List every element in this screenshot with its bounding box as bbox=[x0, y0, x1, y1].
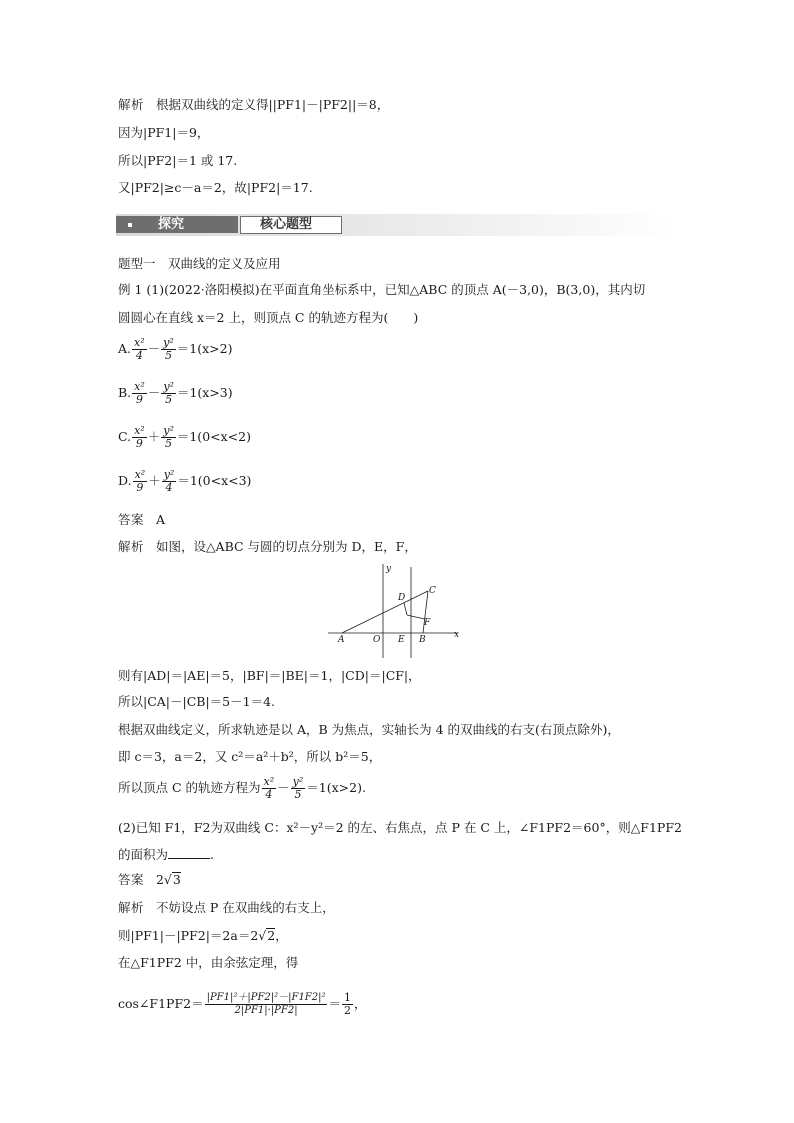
section-banner bbox=[116, 214, 678, 236]
prev-solution-line-2: 因为|PF1|＝9， bbox=[118, 125, 210, 140]
example2-solution-line-1: 解析 不妨设点 P 在双曲线的右支上， bbox=[118, 900, 335, 915]
example2-solution-line-4: cos∠F1PF2＝ $\frac{\text{|PF1|²＋|PF2|²－|F1F2|²}}{2|PF1|\cdot|PF2|}$ ＝ $\frac{1}{2}$ ， bbox=[118, 991, 367, 1017]
solution-text: 根据双曲线的定义得||PF1|－|PF2||＝8， bbox=[155, 97, 390, 112]
solution-label: 解析 bbox=[118, 539, 145, 554]
prev-solution-line-1 bbox=[118, 97, 389, 113]
solution-label: 解析 bbox=[118, 900, 145, 915]
answer-value: A bbox=[155, 512, 165, 527]
option-d: D. $\frac{\text{x²}}{9}$ ＋ $\frac{\text{y²}}{4}$ ＝1(0<x<3) bbox=[118, 468, 252, 494]
answer-label: 答案 bbox=[118, 512, 145, 527]
banner-tab-core: 核心题型 bbox=[260, 217, 313, 232]
label-A: A bbox=[338, 635, 345, 645]
example1-solution-line-5: 即 c＝3，a＝2，又 c²＝a²＋b²，所以 b²＝5， bbox=[118, 749, 382, 764]
answer-label: 答案 bbox=[118, 872, 145, 887]
triangle-incircle-figure bbox=[328, 562, 464, 662]
example1-line-2: 圆圆心在直线 x＝2 上，则顶点 C 的轨迹方程为( ) bbox=[118, 310, 419, 325]
radius-to-F bbox=[411, 616, 425, 619]
example2-answer: 答案 2√3 bbox=[118, 872, 181, 887]
example1-line-1: 例 1 (1)(2022·洛阳模拟)在平面直角坐标系中，已知△ABC 的顶点 A(－3,0)，B(3,0)，其内切 bbox=[118, 282, 646, 297]
side-AC bbox=[342, 591, 428, 633]
example2-line-2: 的面积为 . bbox=[118, 847, 214, 862]
example1-solution-line-1: 解析 如图，设△ABC 与圆的切点分别为 D，E，F， bbox=[118, 539, 417, 554]
radius-to-D bbox=[404, 603, 407, 615]
example1-solution-line-6: 所以顶点 C 的轨迹方程为 $\frac{\text{x²}}{4}$ － $\frac{\text{y²}}{5}$ ＝1(x>2). bbox=[118, 775, 366, 801]
option-a: A. $\frac{\text{x²}}{4}$ － $\frac{\text{y²}}{5}$ ＝1(x>2) bbox=[118, 336, 233, 362]
example2-solution-line-2: 则|PF1|－|PF2|＝2a＝2√2， bbox=[118, 928, 288, 943]
banner-bullet-icon bbox=[128, 223, 132, 227]
label-F: F bbox=[424, 618, 431, 628]
example1-answer bbox=[118, 512, 165, 528]
example1-solution-line-2: 则有|AD|＝|AE|＝5，|BF|＝|BE|＝1，|CD|＝|CF|， bbox=[118, 668, 421, 683]
option-c: C. $\frac{\text{x²}}{9}$ ＋ $\frac{\text{y²}}{5}$ ＝1(0<x<2) bbox=[118, 424, 251, 450]
example2-solution-line-3: 在△F1PF2 中，由余弦定理，得 bbox=[118, 955, 299, 970]
solution-label: 解析 bbox=[118, 97, 145, 112]
option-b: B. $\frac{\text{x²}}{9}$ － $\frac{\text{y²}}{5}$ ＝1(x>3) bbox=[118, 380, 233, 406]
label-D: D bbox=[398, 593, 406, 603]
example2-line-1: (2)已知 F1，F2为双曲线 C：x²－y²＝2 的左、右焦点，点 P 在 C 上，∠F1PF2＝60°，则△F1PF2 bbox=[118, 820, 682, 835]
label-E: E bbox=[398, 635, 405, 645]
banner-tab-explore: 探究 bbox=[158, 217, 185, 232]
label-B: B bbox=[419, 635, 426, 645]
section-title: 题型一 双曲线的定义及应用 bbox=[118, 256, 281, 271]
incircle-center-segment bbox=[407, 615, 411, 616]
example1-solution-line-4: 根据双曲线定义，所求轨迹是以 A，B 为焦点，实轴长为 4 的双曲线的右支(右顶点除外)， bbox=[118, 722, 620, 737]
prev-solution-line-4: 又|PF2|≥c－a＝2，故|PF2|＝17. bbox=[118, 180, 313, 195]
label-y: y bbox=[386, 564, 392, 574]
label-C: C bbox=[429, 586, 436, 596]
example1-solution-line-3: 所以|CA|－|CB|＝5－1＝4. bbox=[118, 694, 276, 709]
answer-blank bbox=[168, 846, 210, 859]
label-x: x bbox=[454, 630, 460, 640]
prev-solution-line-3: 所以|PF2|＝1 或 17. bbox=[118, 153, 238, 168]
label-O: O bbox=[373, 635, 381, 645]
